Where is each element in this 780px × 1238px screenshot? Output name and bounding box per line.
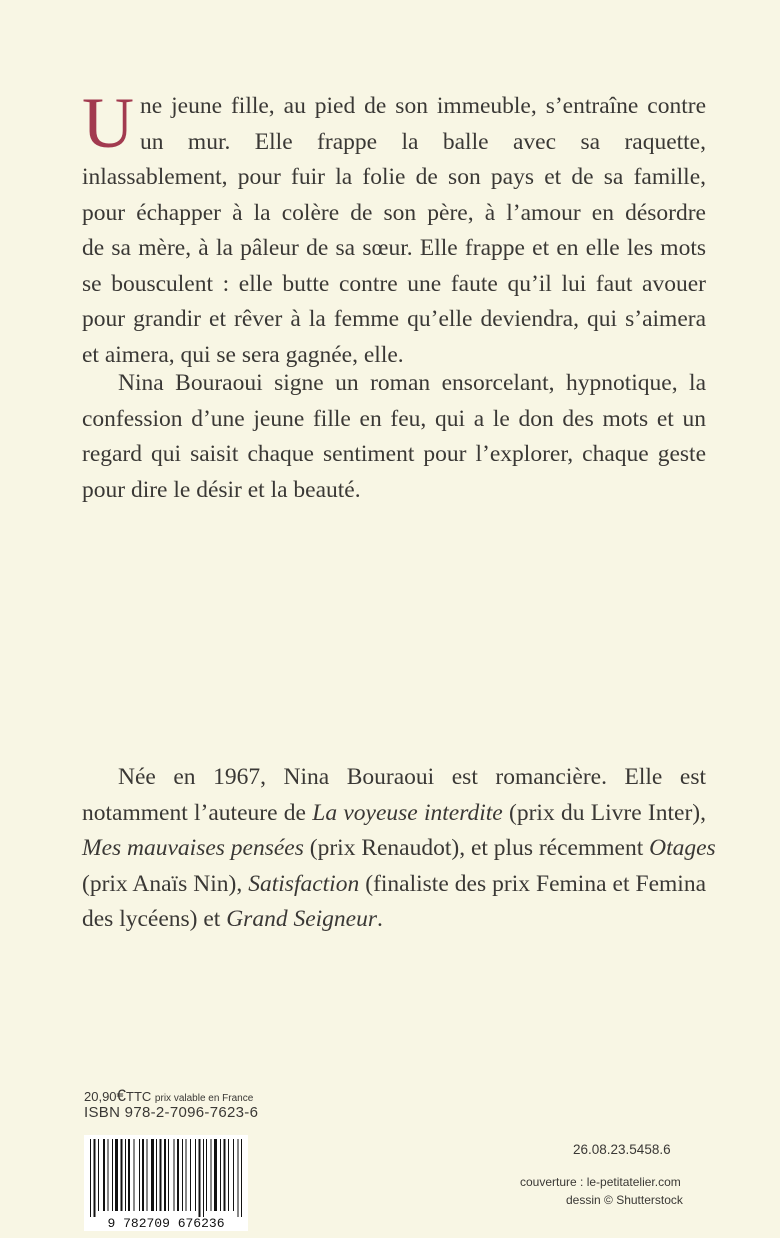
barcode-bar bbox=[190, 1139, 191, 1211]
text-line: (prix Anaïs Nin), Satisfaction (finaliste des prix Femina et Femina bbox=[82, 870, 706, 897]
barcode-bar bbox=[238, 1139, 239, 1217]
barcode-bar bbox=[98, 1139, 99, 1211]
book-title: Grand Seigneur bbox=[226, 906, 377, 932]
reference-code: 26.08.23.5458.6 bbox=[573, 1142, 671, 1157]
barcode-bar bbox=[211, 1139, 212, 1211]
barcode-bar bbox=[121, 1139, 123, 1211]
text-line: pour grandir et rêver à la femme qu’elle deviendra, qui s’aimera bbox=[82, 306, 706, 332]
barcode-bar bbox=[214, 1139, 217, 1211]
text-line: Née en 1967, Nina Bouraoui est romancière. Elle est bbox=[118, 764, 706, 790]
text-line: regard qui saisit chaque sentiment pour l’explorer, chaque geste bbox=[82, 441, 706, 467]
barcode-bar bbox=[195, 1139, 196, 1211]
text-line: Mes mauvaises pensées (prix Renaudot), et plus récemment Otages bbox=[82, 835, 716, 861]
text-line: des lycéens) et Grand Seigneur. bbox=[82, 906, 383, 932]
barcode-bar bbox=[224, 1139, 226, 1211]
barcode-bar bbox=[115, 1139, 118, 1211]
book-title: Satisfaction bbox=[248, 870, 360, 897]
book-title: La voyeuse interdite bbox=[312, 799, 503, 826]
barcode-bar bbox=[160, 1139, 162, 1211]
text-line: et aimera, qui se sera gagnée, elle. bbox=[82, 341, 404, 368]
barcode-bar bbox=[103, 1139, 105, 1211]
barcode-bar bbox=[142, 1139, 144, 1211]
barcode bbox=[84, 1135, 248, 1231]
blurb-paragraph-2 bbox=[82, 366, 706, 508]
barcode-bar bbox=[90, 1139, 91, 1217]
barcode-digits: 9 782709 676236 bbox=[107, 1216, 225, 1231]
barcode-bar bbox=[125, 1139, 126, 1211]
book-title: Mes mauvaises pensées bbox=[82, 835, 304, 861]
drop-cap: U bbox=[82, 83, 134, 163]
barcode-bar bbox=[174, 1139, 175, 1211]
barcode-bar bbox=[206, 1139, 207, 1211]
barcode-bar bbox=[228, 1139, 229, 1211]
barcode-bar bbox=[233, 1139, 234, 1211]
drawing-credit: dessin © Shutterstock bbox=[566, 1193, 683, 1207]
barcode-bar bbox=[139, 1139, 140, 1211]
text-line: se bousculent : elle butte contre une faute qu’il lui faut avouer bbox=[82, 270, 706, 297]
blurb-paragraph-1 bbox=[82, 83, 706, 373]
barcode-bar bbox=[182, 1139, 183, 1211]
barcode-bar bbox=[156, 1139, 157, 1211]
barcode-bar bbox=[186, 1139, 187, 1211]
barcode-bar bbox=[134, 1139, 135, 1211]
barcode-bar bbox=[94, 1139, 96, 1217]
text-line: confession d’une jeune fille en feu, qui a le don des mots et un bbox=[82, 405, 706, 432]
author-bio bbox=[82, 760, 716, 938]
text-line: inlassablement, pour fuir la folie de son pays et de sa famille, bbox=[82, 164, 706, 190]
barcode-bar bbox=[147, 1139, 148, 1211]
text-line: un mur. Elle frappe la balle avec sa raquette, bbox=[140, 128, 706, 155]
barcode-bar bbox=[164, 1139, 166, 1211]
barcode-bar bbox=[112, 1139, 113, 1211]
text-line: pour échapper à la colère de son père, à l’amour en désordre bbox=[82, 199, 706, 226]
book-title: Otages bbox=[649, 835, 716, 861]
barcode-bar bbox=[151, 1139, 154, 1211]
barcode-bar bbox=[108, 1139, 109, 1211]
barcode-bar bbox=[177, 1139, 179, 1211]
isbn-label: ISBN 978-2-7096-7623-6 bbox=[84, 1104, 259, 1121]
cover-credit: couverture : le-petitatelier.com bbox=[520, 1175, 681, 1189]
barcode-bar bbox=[128, 1139, 130, 1211]
text-line: notamment l’auteure de La voyeuse interdite (prix du Livre Inter), bbox=[82, 799, 706, 826]
text-line: Nina Bouraoui signe un roman ensorcelant, hypnotique, la bbox=[118, 370, 706, 396]
price-label: 20,90€TTC prix valable en France bbox=[84, 1086, 254, 1105]
barcode-bar bbox=[203, 1139, 204, 1217]
text-line: de sa mère, à la pâleur de sa sœur. Elle frappe et en elle les mots bbox=[82, 235, 706, 261]
text-line: pour dire le désir et la beauté. bbox=[82, 476, 361, 503]
barcode-bar bbox=[199, 1139, 201, 1217]
barcode-bar bbox=[220, 1139, 221, 1211]
barcode-bar bbox=[241, 1139, 242, 1217]
barcode-bar bbox=[168, 1139, 169, 1211]
text-line: ne jeune fille, au pied de son immeuble, s’entraîne contre bbox=[140, 93, 706, 119]
